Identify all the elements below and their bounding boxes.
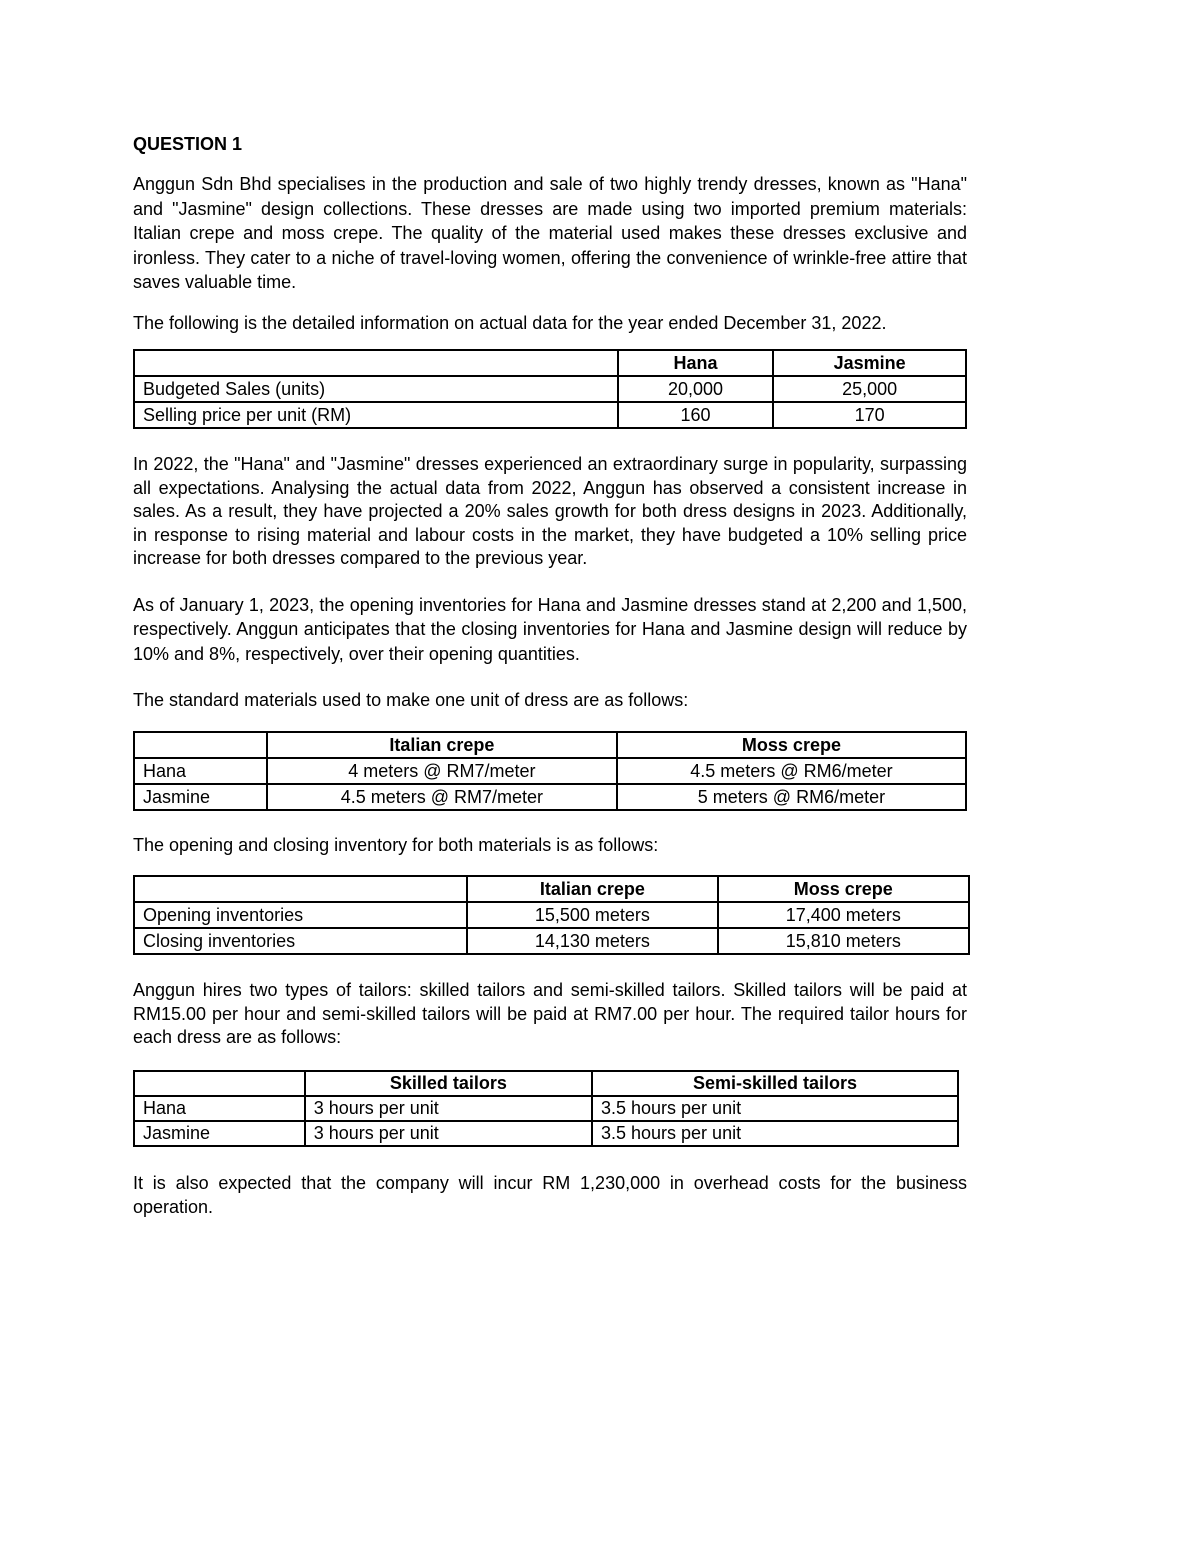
- material-inventory-paragraph: The opening and closing inventory for both materials is as follows:: [133, 834, 659, 855]
- overhead-paragraph: It is also expected that the company will incur RM 1,230,000 in overhead costs for the business operation.: [133, 1172, 967, 1217]
- table-cell: 5 meters @ RM6/meter: [617, 784, 966, 810]
- document-page: [133, 132, 967, 1220]
- table-row: [134, 1096, 958, 1121]
- table-row: [134, 1121, 958, 1146]
- table-row: [134, 902, 969, 928]
- table-cell: 15,500 meters: [467, 902, 717, 928]
- table-header-cell: [134, 732, 267, 758]
- table-row: [134, 758, 966, 784]
- following-paragraph: The following is the detailed information on actual data for the year ended December 31, 2022.: [133, 312, 887, 333]
- table-cell: Opening inventories: [134, 902, 467, 928]
- table-cell: Hana: [134, 1096, 305, 1121]
- inventories-paragraph: As of January 1, 2023, the opening inventories for Hana and Jasmine dresses stand at 2,200 and 1,500, respectively. Anggun anticipates that the closing inventories for Hana and Jasmine design will reduce by 10% and 8%, respectively, over their opening quantities.: [133, 594, 967, 664]
- materials-table: [133, 731, 967, 811]
- table-cell: Budgeted Sales (units): [134, 376, 618, 402]
- table-cell: 17,400 meters: [718, 902, 969, 928]
- table-cell: 3.5 hours per unit: [592, 1121, 958, 1146]
- tailors-paragraph: Anggun hires two types of tailors: skilled tailors and semi-skilled tailors. Skilled tailors will be paid at RM15.00 per hour and semi-skilled tailors will be paid at RM7.00 per hour. The required tailor hours for each dress are as follows:: [133, 980, 967, 1047]
- table-row: [134, 376, 966, 402]
- table-header-cell: Skilled tailors: [305, 1071, 592, 1096]
- sales-table: [133, 349, 967, 429]
- table-header-cell: Hana: [618, 350, 774, 376]
- table-cell: 3.5 hours per unit: [592, 1096, 958, 1121]
- table-cell: Jasmine: [134, 1121, 305, 1146]
- table-cell: 160: [618, 402, 774, 428]
- table-header-row: [134, 1071, 958, 1096]
- table-cell: 3 hours per unit: [305, 1121, 592, 1146]
- table-cell: Selling price per unit (RM): [134, 402, 618, 428]
- intro-paragraph: Anggun Sdn Bhd specialises in the production and sale of two highly trendy dresses, known as "Hana" and "Jasmine" design collections. These dresses are made using two imported premium materials: Italian crepe and moss crepe. The quality of the material used makes these dresses exclusive and ironless. They cater to a niche of travel-loving women, offering the convenience of wrinkle-free attire that saves valuable time.: [133, 174, 967, 292]
- table-header-cell: Jasmine: [773, 350, 966, 376]
- table-header-cell: [134, 876, 467, 902]
- tailors-table: [133, 1070, 959, 1147]
- table-header-cell: Italian crepe: [267, 732, 617, 758]
- table-row: [134, 784, 966, 810]
- table-header-cell: Semi-skilled tailors: [592, 1071, 958, 1096]
- table-cell: 3 hours per unit: [305, 1096, 592, 1121]
- table-cell: Closing inventories: [134, 928, 467, 954]
- table-cell: 4.5 meters @ RM7/meter: [267, 784, 617, 810]
- table-cell: 20,000: [618, 376, 774, 402]
- table-cell: 4.5 meters @ RM6/meter: [617, 758, 966, 784]
- table-header-row: [134, 350, 966, 376]
- table-cell: 14,130 meters: [467, 928, 717, 954]
- table-cell: 4 meters @ RM7/meter: [267, 758, 617, 784]
- table-cell: Jasmine: [134, 784, 267, 810]
- table-cell: Hana: [134, 758, 267, 784]
- table-header-cell: Italian crepe: [467, 876, 717, 902]
- table-cell: 15,810 meters: [718, 928, 969, 954]
- inventory-table: [133, 875, 970, 955]
- standard-materials-paragraph: The standard materials used to make one unit of dress are as follows:: [133, 690, 689, 710]
- table-header-row: [134, 876, 969, 902]
- table-header-cell: [134, 350, 618, 376]
- question-heading: QUESTION 1: [133, 134, 243, 154]
- table-header-cell: [134, 1071, 305, 1096]
- table-header-row: [134, 732, 966, 758]
- table-cell: 170: [773, 402, 966, 428]
- surge-paragraph: In 2022, the "Hana" and "Jasmine" dresses experienced an extraordinary surge in popularity, surpassing all expectations. Analysing the actual data from 2022, Anggun has observed a consistent increase in sales. As a result, they have projected a 20% sales growth for both dress designs in 2023. Additionally, in response to rising material and labour costs in the market, they have budgeted a 10% selling price increase for both dresses compared to the previous year.: [133, 454, 967, 568]
- table-row: [134, 402, 966, 428]
- table-cell: 25,000: [773, 376, 966, 402]
- table-header-cell: Moss crepe: [617, 732, 966, 758]
- table-header-cell: Moss crepe: [718, 876, 969, 902]
- table-row: [134, 928, 969, 954]
